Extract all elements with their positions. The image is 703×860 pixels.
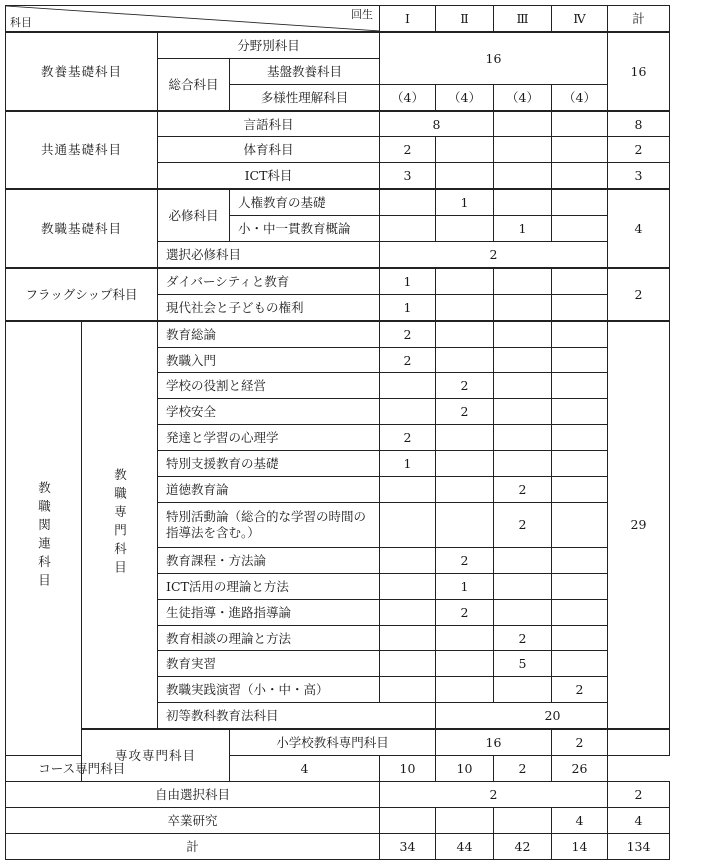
header-year-3: Ⅲ (494, 6, 552, 32)
kanren-course-value (552, 502, 608, 547)
kanren-course-value: 1 (380, 451, 436, 477)
kyotsu-row-1 (6, 111, 670, 137)
kanren-shoto-value: 20 (436, 703, 670, 729)
kyotsu-gengo-total: 8 (608, 111, 670, 137)
empty-cell (436, 268, 494, 294)
kanren-course-value: 2 (494, 502, 552, 547)
kanren-course-value (552, 347, 608, 373)
sum-value: 44 (436, 833, 494, 859)
kanren-course-value (436, 651, 494, 677)
sum-total: 134 (608, 833, 670, 859)
empty-cell (436, 216, 494, 242)
sotsugyo-total: 4 (608, 807, 670, 833)
kyoyo-sub-4: （4） (552, 84, 608, 110)
kanren-course-name: 学校の役割と経営 (158, 373, 380, 399)
kanren-course-value (380, 599, 436, 625)
kyotsu-ict: ICT科目 (158, 163, 380, 189)
empty-cell (552, 111, 608, 137)
kanren-course-value (494, 451, 552, 477)
kanren-course-value (552, 425, 608, 451)
empty-cell (380, 807, 436, 833)
kanren-course-value: 1 (436, 573, 494, 599)
kyoshoku-jinken: 人権教育の基礎 (230, 189, 380, 215)
senko-row-1 (6, 729, 670, 755)
kyoyo-kiban: 基盤教養科目 (230, 58, 380, 84)
kanren-course-value (494, 321, 552, 347)
kyotsu-group: 共通基礎科目 (6, 111, 158, 190)
empty-cell (380, 189, 436, 215)
kyoyo-bunya: 分野別科目 (158, 32, 380, 58)
kanren-sub-label: 教職専門科目 (112, 467, 128, 579)
header-row (6, 6, 670, 32)
kanren-course-value (380, 651, 436, 677)
kyoyo-tayosei: 多様性理解科目 (230, 84, 380, 110)
kyoyo-row-1 (6, 32, 670, 58)
kanren-group-label: 教職関連科目 (36, 481, 52, 593)
kyotsu-ict-total: 3 (608, 163, 670, 189)
kanren-shoto: 初等教科教育法科目 (158, 703, 436, 729)
kyotsu-ict-value: 3 (380, 163, 436, 189)
kanren-total: 29 (608, 321, 670, 729)
curriculum-table (5, 5, 670, 860)
kyotsu-taiiku-value: 2 (380, 137, 436, 163)
kanren-course-value (380, 502, 436, 547)
kanren-course-value (552, 625, 608, 651)
sum-name: 計 (6, 833, 380, 859)
header-total: 計 (608, 6, 670, 32)
kanren-course-value: 2 (436, 599, 494, 625)
kyoshoku-total: 4 (608, 189, 670, 268)
header-year: 回生 (351, 8, 373, 21)
senko-sho-12: 16 (436, 729, 552, 755)
empty-cell (552, 163, 608, 189)
kanren-course-value: 2 (436, 373, 494, 399)
senko-course-value: 10 (380, 756, 436, 782)
kanren-course-value (380, 399, 436, 425)
kanren-course-value: 2 (380, 425, 436, 451)
kanren-course-name: 生徒指導・進路指導論 (158, 599, 380, 625)
kanren-course-value (436, 502, 494, 547)
kanren-course-value: 2 (494, 477, 552, 503)
empty-cell (494, 111, 552, 137)
kanren-course-value (552, 547, 608, 573)
jiyu-row (6, 781, 670, 807)
sotsugyo-row (6, 807, 670, 833)
empty-cell (494, 137, 552, 163)
senko-group: 専攻専門科目 (82, 729, 230, 781)
kanren-course-name: 教育実習 (158, 651, 380, 677)
empty-cell (608, 729, 670, 755)
sum-value: 14 (552, 833, 608, 859)
empty-cell (380, 216, 436, 242)
kyoshoku-shochu: 小・中一貫教育概論 (230, 216, 380, 242)
kanren-course-value (494, 347, 552, 373)
kanren-course-value (380, 373, 436, 399)
kanren-course-value (436, 425, 494, 451)
sum-value: 34 (380, 833, 436, 859)
diagonal-line (6, 6, 379, 31)
empty-cell (494, 294, 552, 320)
kyotsu-gengo: 言語科目 (158, 111, 380, 137)
kanren-course-value (436, 321, 494, 347)
kanren-course-name: 特別支援教育の基礎 (158, 451, 380, 477)
kanren-course-value (494, 399, 552, 425)
senko-sho-3: 2 (552, 729, 608, 755)
kanren-sub (82, 321, 158, 729)
flag-gendai-value: 1 (380, 294, 436, 320)
senko-course-value: 2 (494, 756, 552, 782)
kyoshoku-sentaku: 選択必修科目 (158, 242, 380, 268)
empty-cell (436, 137, 494, 163)
kanren-course-value (380, 677, 436, 703)
kanren-course-value (494, 573, 552, 599)
kyoshoku-jinken-value: 1 (436, 189, 494, 215)
jiyu-name: 自由選択科目 (6, 781, 380, 807)
kanren-course-value (494, 677, 552, 703)
kanren-course-name: 特別活動論（総合的な学習の時間の指導法を含む。） (158, 502, 380, 547)
sum-row (6, 833, 670, 859)
kanren-course-value (494, 425, 552, 451)
kyoyo-sub-3: （4） (494, 84, 552, 110)
kanren-course-name: 発達と学習の心理学 (158, 425, 380, 451)
kyoshoku-shochu-value: 1 (494, 216, 552, 242)
curriculum-table-wrapper (5, 5, 670, 860)
kanren-course-value (436, 677, 494, 703)
kanren-course-value: 2 (552, 677, 608, 703)
kanren-course-value (436, 477, 494, 503)
empty-cell (552, 137, 608, 163)
kyotsu-taiiku-total: 2 (608, 137, 670, 163)
kanren-course-name: ICT活用の理論と方法 (158, 573, 380, 599)
kyoshoku-hisshu: 必修科目 (158, 189, 230, 241)
sotsugyo-value: 4 (552, 807, 608, 833)
kanren-course-value (494, 599, 552, 625)
kyotsu-taiiku: 体育科目 (158, 137, 380, 163)
kanren-course-value (552, 651, 608, 677)
kanren-course-name: 学校安全 (158, 399, 380, 425)
kyoshoku-group: 教職基礎科目 (6, 189, 158, 268)
kanren-course-value (552, 477, 608, 503)
kanren-course-name: 教育相談の理論と方法 (158, 625, 380, 651)
flag-gendai: 現代社会と子どもの権利 (158, 294, 380, 320)
kyoyo-sub-1: （4） (380, 84, 436, 110)
senko-course-value: 10 (436, 756, 494, 782)
kanren-course-value (436, 347, 494, 373)
senko-sho: 小学校教科専門科目 (230, 729, 436, 755)
header-year-1: Ⅰ (380, 6, 436, 32)
senko-course: コース専門科目 (6, 756, 158, 782)
kanren-course-value (552, 573, 608, 599)
empty-cell (436, 294, 494, 320)
senko-course-value: 4 (230, 756, 380, 782)
flag-group: フラッグシップ科目 (6, 268, 158, 321)
empty-cell (494, 807, 552, 833)
empty-cell (494, 189, 552, 215)
kanren-course-value (494, 547, 552, 573)
kanren-course-value: 2 (494, 625, 552, 651)
kyoyo-sogo: 総合科目 (158, 58, 230, 110)
jiyu-value: 2 (380, 781, 608, 807)
kanren-course-value: 2 (436, 399, 494, 425)
kyotsu-gengo-value: 8 (380, 111, 494, 137)
kyoshoku-sentaku-value: 2 (380, 242, 608, 268)
sum-value: 42 (494, 833, 552, 859)
kanren-course-value: 5 (494, 651, 552, 677)
jiyu-total: 2 (608, 781, 670, 807)
kanren-course-name: 教育総論 (158, 321, 380, 347)
kanren-row-1 (6, 321, 670, 347)
kanren-group (6, 321, 82, 756)
kanren-course-value (552, 451, 608, 477)
kyoyo-total: 16 (608, 32, 670, 111)
kanren-course-value: 2 (436, 547, 494, 573)
kanren-course-value: 2 (380, 321, 436, 347)
kanren-course-value (436, 451, 494, 477)
empty-cell (436, 163, 494, 189)
kanren-course-name: 道徳教育論 (158, 477, 380, 503)
header-year-4: Ⅳ (552, 6, 608, 32)
flag-row-1 (6, 268, 670, 294)
kanren-course-value (380, 477, 436, 503)
kanren-course-value (552, 373, 608, 399)
header-subject: 科目 (10, 15, 32, 29)
empty-cell (552, 294, 608, 320)
sotsugyo-name: 卒業研究 (6, 807, 380, 833)
kanren-course-value (552, 321, 608, 347)
flag-diversity-value: 1 (380, 268, 436, 294)
empty-cell (436, 807, 494, 833)
empty-cell (552, 268, 608, 294)
kanren-course-value (494, 373, 552, 399)
flag-total: 2 (608, 268, 670, 321)
flag-diversity: ダイバーシティと教育 (158, 268, 380, 294)
empty-cell (494, 163, 552, 189)
kanren-course-value (380, 625, 436, 651)
kanren-course-value (380, 547, 436, 573)
kanren-course-value: 2 (380, 347, 436, 373)
senko-row-2 (6, 756, 670, 782)
kanren-course-value (552, 599, 608, 625)
header-diagonal-cell (6, 6, 380, 32)
kanren-course-name: 教育課程・方法論 (158, 547, 380, 573)
header-year-2: Ⅱ (436, 6, 494, 32)
kanren-course-value (552, 399, 608, 425)
kanren-course-name: 教職入門 (158, 347, 380, 373)
senko-course-total: 26 (552, 756, 608, 782)
kyoshoku-row-1 (6, 189, 670, 215)
kanren-course-value (436, 625, 494, 651)
kyoyo-group: 教養基礎科目 (6, 32, 158, 111)
kanren-course-name: 教職実践演習（小・中・高） (158, 677, 380, 703)
kyoyo-merged-value: 16 (380, 32, 608, 84)
empty-cell (552, 189, 608, 215)
empty-cell (552, 216, 608, 242)
kyoyo-sub-2: （4） (436, 84, 494, 110)
empty-cell (494, 268, 552, 294)
kanren-course-value (380, 573, 436, 599)
